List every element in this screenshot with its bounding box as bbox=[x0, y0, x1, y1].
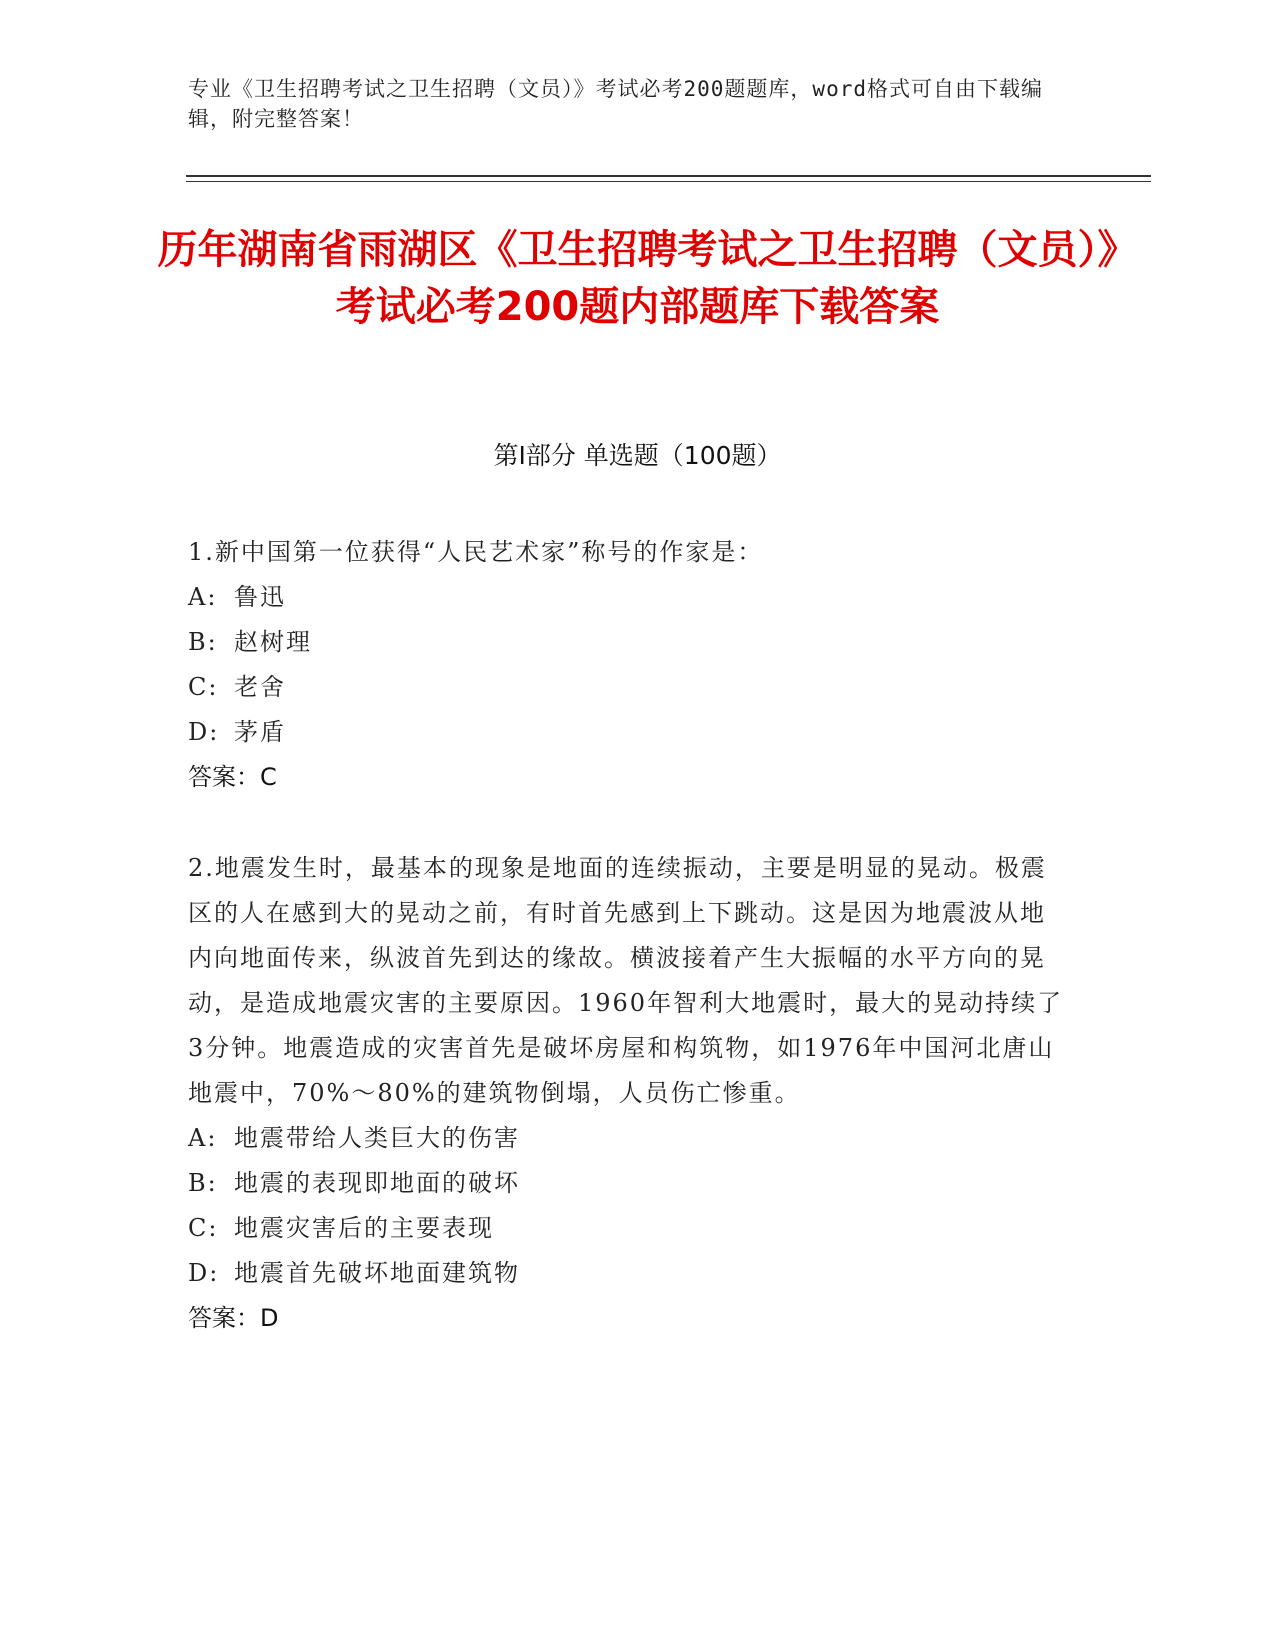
option-d bbox=[188, 710, 1068, 755]
option-letter: A: bbox=[188, 1124, 218, 1152]
option-c bbox=[188, 1206, 1068, 1251]
option-b bbox=[188, 1161, 1068, 1206]
header-note: 专业《卫生招聘考试之卫生招聘（文员）》考试必考200题题库，word格式可自由下载编辑，附完整答案！ bbox=[188, 77, 1043, 131]
answer: 答案：D bbox=[188, 1304, 279, 1332]
option-letter: D: bbox=[188, 718, 220, 746]
option-c bbox=[188, 665, 1068, 710]
header-divider bbox=[186, 175, 1151, 177]
question-stem: 2.地震发生时，最基本的现象是地面的连续振动，主要是明显的晃动。极震区的人在感到大的晃动之前，有时首先感到上下跳动。这是因为地震波从地内向地面传来，纵波首先到达的缘故。横波接着产生大振幅的水平方向的晃动，是造成地震灾害的主要原因。1960年智利大地震时，最大的晃动持续了3分钟。地震造成的灾害首先是破坏房屋和构筑物，如1976年中国河北唐山地震中，70%～80%的建筑物倒塌，人员伤亡惨重。 bbox=[188, 854, 1064, 1107]
document-title: 历年湖南省雨湖区《卫生招聘考试之卫生招聘（文员）》考试必考200题内部题库下载答案 bbox=[157, 227, 1118, 330]
option-text: 地震的表现即地面的破坏 bbox=[234, 1169, 520, 1197]
option-a bbox=[188, 575, 1068, 620]
answer: 答案：C bbox=[188, 763, 277, 791]
question-stem: 1.新中国第一位获得“人民艺术家”称号的作家是： bbox=[188, 538, 764, 566]
option-letter: C: bbox=[188, 673, 219, 701]
option-d bbox=[188, 1251, 1068, 1296]
option-text: 地震带给人类巨大的伤害 bbox=[234, 1124, 520, 1152]
question-2 bbox=[188, 846, 1068, 1341]
question-1 bbox=[188, 530, 1068, 800]
section-title: 第Ⅰ部分 单选题（100题） bbox=[493, 441, 782, 470]
header-divider-thin bbox=[186, 181, 1151, 182]
option-text: 地震首先破坏地面建筑物 bbox=[234, 1259, 520, 1287]
option-letter: C: bbox=[188, 1214, 219, 1242]
option-text: 赵树理 bbox=[234, 628, 312, 656]
option-letter: B: bbox=[188, 1169, 218, 1197]
option-a bbox=[188, 1116, 1068, 1161]
option-letter: D: bbox=[188, 1259, 220, 1287]
option-letter: B: bbox=[188, 628, 218, 656]
option-text: 老舍 bbox=[234, 673, 286, 701]
option-letter: A: bbox=[188, 583, 218, 611]
option-text: 地震灾害后的主要表现 bbox=[234, 1214, 494, 1242]
option-text: 茅盾 bbox=[234, 718, 286, 746]
option-b bbox=[188, 620, 1068, 665]
option-text: 鲁迅 bbox=[234, 583, 286, 611]
